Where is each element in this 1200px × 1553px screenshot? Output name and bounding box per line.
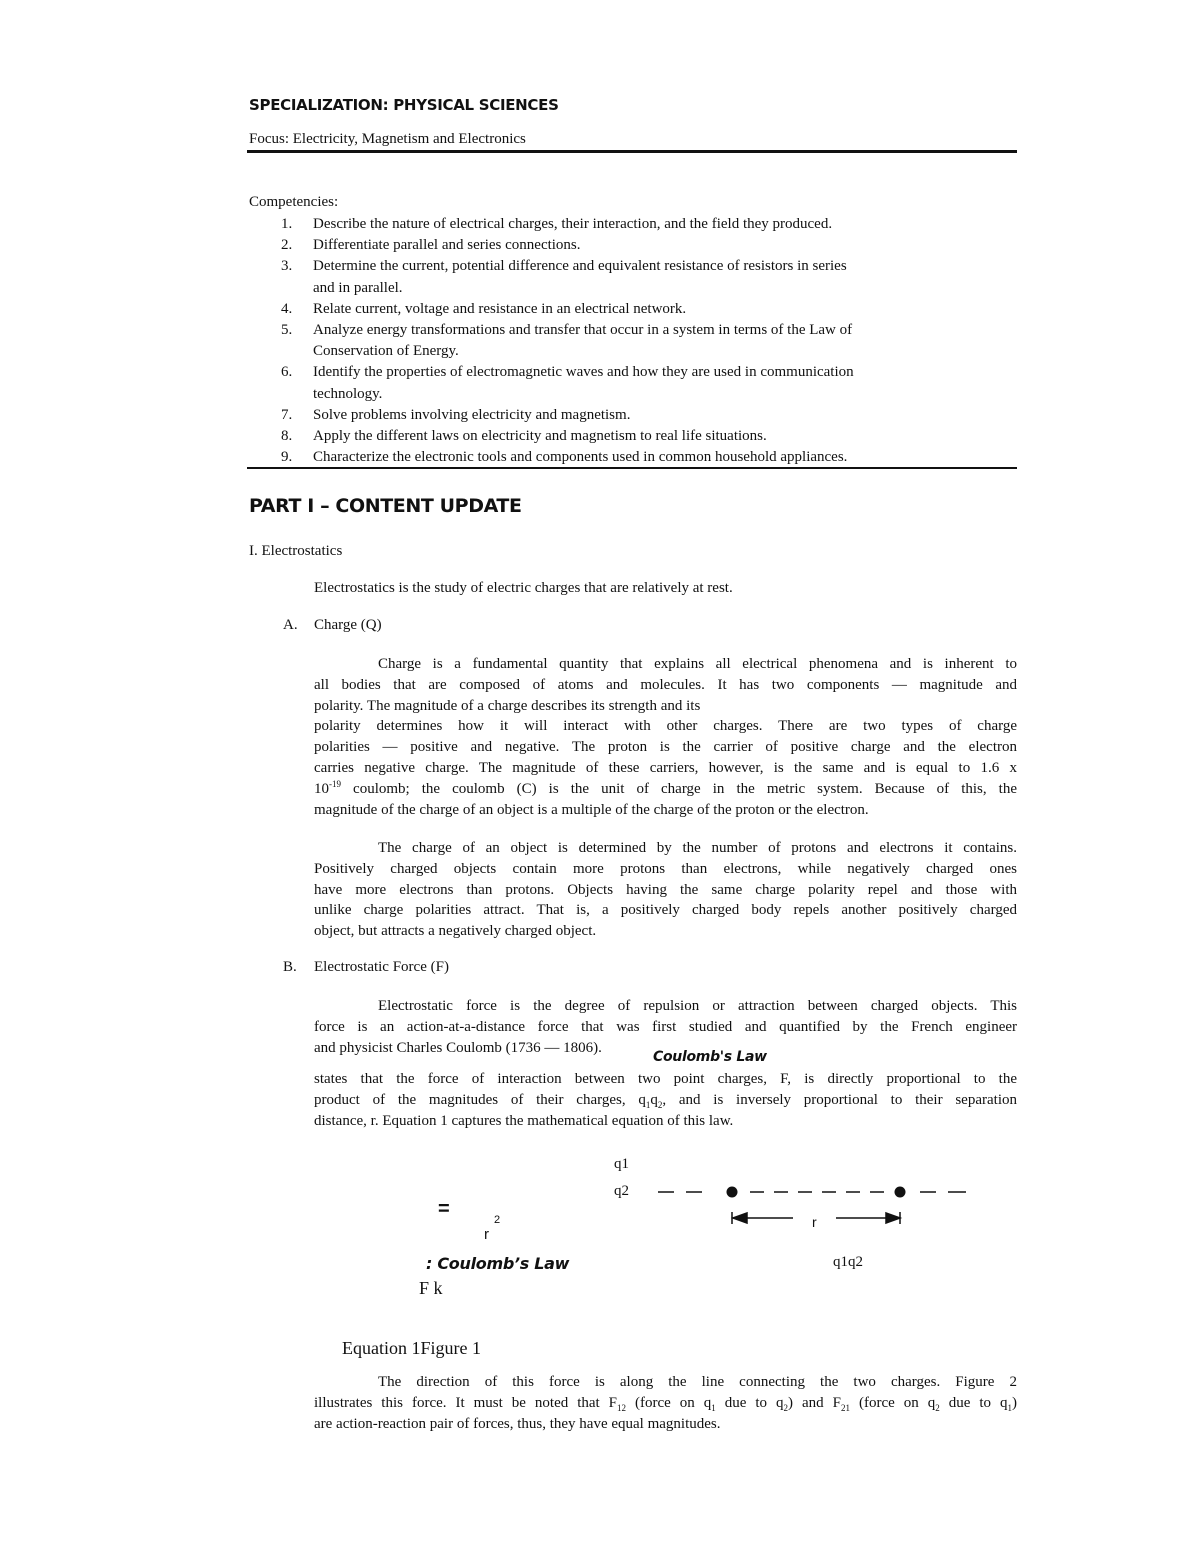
competency-text: Relate current, voltage and resistance in an electrical network. <box>313 300 687 317</box>
text-fragment: 10 <box>314 780 329 797</box>
competency-number: 9. <box>281 449 293 466</box>
subscript: 2 <box>657 1099 663 1110</box>
subscript: 2 <box>783 1402 789 1413</box>
text-line: polarity. The magnitude of a charge describes its strength and its <box>314 697 701 714</box>
competency-item <box>249 407 630 424</box>
text-line: Electrostatic force is the degree of repulsion or attraction between charged objects. This <box>378 998 1017 1014</box>
competency-number: 7. <box>281 406 293 423</box>
part-title: PART I – CONTENT UPDATE <box>249 495 522 517</box>
subscript: 2 <box>935 1402 940 1413</box>
text-line: force is an action-at-a-distance force that was first studied and quantified by the French engineer <box>314 1018 1017 1035</box>
force-paragraph-2 <box>314 1069 1017 1131</box>
competency-text: and in parallel. <box>313 279 403 296</box>
competency-number: 6. <box>281 364 293 381</box>
competency-item <box>249 322 852 339</box>
equation-fk: F k <box>419 1278 443 1298</box>
charge-dot-q1 <box>727 1187 738 1198</box>
text-line: polarities — positive and negative. The proton is the carrier of positive charge and the electron <box>314 739 1017 756</box>
competency-item <box>249 364 854 381</box>
text-line: states that the force of interaction between two point charges, F, is directly proportional to the <box>314 1071 1017 1087</box>
text-line <box>314 1393 1017 1414</box>
intro-text: Electrostatics is the study of electric charges that are relatively at rest. <box>314 580 733 596</box>
equation-exponent: 2 <box>494 1214 501 1226</box>
competency-number: 1. <box>281 216 293 232</box>
competency-item <box>249 449 847 466</box>
text-line: carries negative charge. The magnitude of these carriers, however, is the same and is equal to 1.6 x <box>314 759 1017 776</box>
equation-figure-caption: Equation 1Figure 1 <box>342 1338 481 1358</box>
competency-item <box>249 301 686 318</box>
superscript: -19 <box>329 778 341 789</box>
competencies-rule <box>247 467 1017 469</box>
text-line: all bodies that are composed of atoms and molecules. It has two components — magnitude and <box>314 676 1017 693</box>
competency-number: 3. <box>281 258 293 275</box>
competency-text: Determine the current, potential difference and equivalent resistance of resistors in series <box>313 258 847 275</box>
text-line <box>314 779 1017 800</box>
text-line: Charge is a fundamental quantity that explains all electrical phenomena and is inherent to <box>378 656 1017 672</box>
subscript: 21 <box>840 1402 850 1413</box>
competency-number: 4. <box>281 300 293 317</box>
figure-label-q2: q2 <box>614 1183 629 1199</box>
figure-label-q1q2: q1q2 <box>833 1254 863 1270</box>
competency-number: 2. <box>281 237 293 254</box>
competency-item <box>249 237 581 254</box>
text-fragment: ) <box>1011 1394 1017 1411</box>
competency-item-continuation <box>249 386 382 403</box>
text-fragment: (force on q <box>626 1394 712 1411</box>
text-line: have more electrons than protons. Objects having the same charge polarity repel and those with <box>314 881 1017 898</box>
text-line: and physicist Charles Coulomb (1736 — 1806). <box>314 1039 602 1056</box>
competency-text: Characterize the electronic tools and components used in common household appliances. <box>313 449 848 466</box>
subscript: 12 <box>617 1402 627 1413</box>
charge-paragraph-2 <box>314 838 1017 942</box>
text-line: Positively charged objects contain more protons than electrons, while negatively charged ones <box>314 860 1017 877</box>
equation-r: r <box>484 1226 489 1243</box>
competency-item <box>249 428 767 445</box>
competency-item <box>249 258 847 275</box>
subsection-b-title: Electrostatic Force (F) <box>314 959 449 975</box>
text-fragment: q <box>650 1091 658 1108</box>
subsection-a-title: Charge (Q) <box>314 617 382 633</box>
closing-paragraph <box>314 1372 1017 1434</box>
competencies-label: Competencies: <box>249 194 339 210</box>
text-fragment: product of the magnitudes of their charges, q <box>314 1091 646 1108</box>
competency-number: 8. <box>281 428 293 444</box>
distance-label-r: r <box>812 1214 817 1230</box>
charge-paragraph-1 <box>314 654 1017 820</box>
text-line: magnitude of the charge of an object is a multiple of the charge of the proton or the electron. <box>314 801 869 818</box>
competency-item-continuation <box>249 343 459 360</box>
text-fragment: coulomb; the coulomb (C) is the unit of charge in the metric system. Because of this, the <box>341 780 1017 797</box>
text-fragment: ) and F <box>788 1394 841 1411</box>
text-fragment: , and is inversely proportional to their separation <box>662 1091 1017 1108</box>
competency-item <box>249 216 832 233</box>
section-heading: I. Electrostatics <box>249 543 343 559</box>
specialization-heading: SPECIALIZATION: PHYSICAL SCIENCES <box>249 96 559 114</box>
competency-text: Differentiate parallel and series connections. <box>313 237 581 254</box>
text-line: The charge of an object is determined by the number of protons and electrons it contains. <box>378 840 1017 856</box>
competency-text: technology. <box>313 385 383 402</box>
equation-equals: = <box>438 1198 450 1220</box>
focus-line: Focus: Electricity, Magnetism and Electronics <box>249 131 526 147</box>
competency-text: Describe the nature of electrical charges, their interaction, and the field they produced. <box>313 216 833 232</box>
text-fragment: due to q <box>715 1394 784 1411</box>
subscript: 1 <box>711 1402 716 1413</box>
competency-text: Analyze energy transformations and transfer that occur in a system in terms of the Law of <box>313 322 853 338</box>
figure-label-q1: q1 <box>614 1156 629 1172</box>
competency-item-continuation <box>249 280 403 297</box>
subscript: 1 <box>1007 1402 1012 1413</box>
coulombs-law-caption: : Coulomb’s Law <box>426 1254 570 1273</box>
text-fragment: illustrates this force. It must be noted that F <box>314 1394 618 1411</box>
text-fragment: (force on q <box>849 1394 936 1411</box>
charge-dot-q2 <box>895 1187 906 1198</box>
subscript: 1 <box>645 1099 651 1110</box>
text-fragment: due to q <box>939 1394 1008 1411</box>
text-line: polarity determines how it will interact with other charges. There are two types of charge <box>314 718 1017 735</box>
competency-text: Apply the different laws on electricity and magnetism to real life situations. <box>313 428 767 444</box>
text-line: are action-reaction pair of forces, thus, they have equal magnitudes. <box>314 1415 721 1432</box>
competency-number: 5. <box>281 322 293 338</box>
header-rule <box>247 150 1017 153</box>
text-line: The direction of this force is along the line connecting the two charges. Figure 2 <box>378 1374 1017 1390</box>
competency-text: Conservation of Energy. <box>313 343 459 360</box>
text-line <box>314 1090 1017 1111</box>
subsection-b-letter: B. <box>283 959 297 975</box>
competency-text: Solve problems involving electricity and magnetism. <box>313 406 631 423</box>
text-line: object, but attracts a negatively charged object. <box>314 923 597 940</box>
text-line: distance, r. Equation 1 captures the mathematical equation of this law. <box>314 1112 734 1129</box>
text-line: unlike charge polarities attract. That is, a positively charged body repels another positively charged <box>314 902 1017 919</box>
competency-text: Identify the properties of electromagnetic waves and how they are used in communication <box>313 364 854 381</box>
coulombs-law-label: Coulomb's Law <box>653 1049 767 1065</box>
subsection-a-letter: A. <box>283 617 298 633</box>
